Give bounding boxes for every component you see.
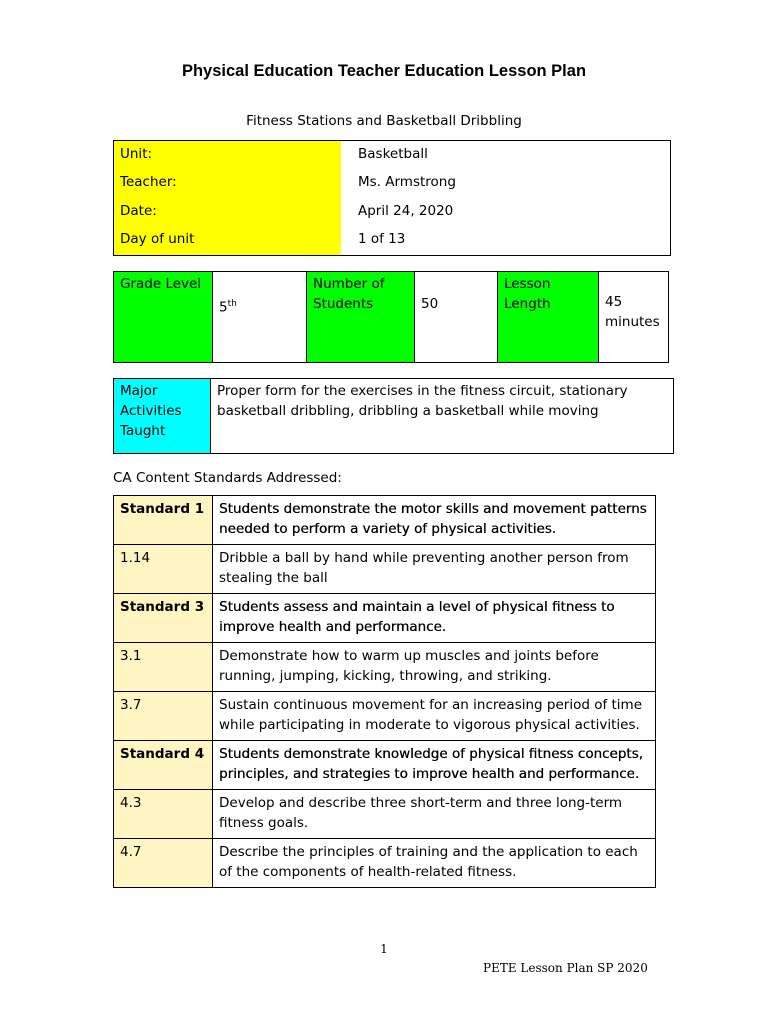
- lesson-subtitle: Fitness Stations and Basketball Dribbling: [246, 113, 522, 129]
- standard-code: Standard 3: [114, 594, 213, 643]
- unit-info-table: [113, 140, 671, 256]
- unit-value: Basketball: [358, 146, 428, 162]
- major-activities-label-line-1: Major: [120, 383, 158, 399]
- unit-label: Unit:: [120, 146, 153, 162]
- grade-level-value-cell: [213, 272, 307, 363]
- major-activities-label-cell: [114, 379, 211, 454]
- standard-row: [114, 741, 656, 790]
- footer-text: PETE Lesson Plan SP 2020: [483, 961, 648, 975]
- lesson-length-value-cell: [599, 272, 669, 363]
- day-of-unit-row: [114, 226, 670, 254]
- major-activities-table: [113, 378, 674, 454]
- grade-level-value: 5: [219, 299, 228, 316]
- lesson-length-label-cell: [498, 272, 599, 363]
- standard-code: 3.1: [114, 643, 213, 692]
- standard-description: Students demonstrate the motor skills and movement patterns needed to perform a variety of physical activities.: [213, 496, 656, 545]
- lesson-length-value: 45: [605, 294, 623, 310]
- major-activities-label-line-3: Taught: [120, 423, 166, 439]
- standard-code: 3.7: [114, 692, 213, 741]
- students-value: 50: [421, 296, 439, 312]
- grade-info-table: [113, 271, 669, 363]
- grade-level-suffix: th: [227, 299, 237, 309]
- grade-level-label-cell: [114, 272, 213, 363]
- page-number: 1: [380, 942, 388, 956]
- date-label: Date:: [120, 203, 157, 219]
- standards-caption: CA Content Standards Addressed:: [113, 470, 342, 486]
- teacher-row: [114, 169, 670, 197]
- major-activities-label-line-2: Activities: [120, 403, 182, 419]
- standard-code: Standard 1: [114, 496, 213, 545]
- date-row: [114, 198, 670, 226]
- standard-row: [114, 496, 656, 545]
- date-value: April 24, 2020: [358, 203, 454, 219]
- standard-description: Describe the principles of training and the application to each of the components of health-related fitness.: [213, 839, 656, 888]
- standard-row: [114, 692, 656, 741]
- standard-code: Standard 4: [114, 741, 213, 790]
- lesson-length-label-line-2: Length: [504, 296, 551, 312]
- grade-level-label: Grade Level: [120, 276, 202, 292]
- standard-code: 4.3: [114, 790, 213, 839]
- teacher-value: Ms. Armstrong: [358, 174, 456, 190]
- teacher-label: Teacher:: [120, 174, 177, 190]
- standard-row: [114, 594, 656, 643]
- standard-row: [114, 545, 656, 594]
- unit-row: [114, 141, 670, 169]
- standard-row: [114, 839, 656, 888]
- lesson-length-unit: minutes: [605, 314, 660, 330]
- standard-code: 4.7: [114, 839, 213, 888]
- standard-row: [114, 643, 656, 692]
- students-label-line-1: Number of: [313, 276, 385, 292]
- day-of-unit-value: 1 of 13: [358, 231, 406, 247]
- standard-description: Dribble a ball by hand while preventing another person from stealing the ball: [213, 545, 656, 594]
- standards-table: [113, 495, 656, 888]
- major-activities-text-cell: [211, 379, 674, 454]
- document-title: Physical Education Teacher Education Lesson Plan: [181, 62, 587, 80]
- standard-description: Sustain continuous movement for an increasing period of time while participating in moderate to vigorous physical activities.: [213, 692, 656, 741]
- standard-description: Students demonstrate knowledge of physical fitness concepts, principles, and strategies to improve health and performance.: [213, 741, 656, 790]
- students-value-cell: [415, 272, 498, 363]
- standard-description: Students assess and maintain a level of physical fitness to improve health and performance.: [213, 594, 656, 643]
- major-activities-text: Proper form for the exercises in the fitness circuit, stationary basketball dribbling, dribbling a basketball while moving: [217, 383, 628, 419]
- students-label-line-2: Students: [313, 296, 374, 312]
- standard-row: [114, 790, 656, 839]
- students-label-cell: [307, 272, 415, 363]
- day-of-unit-label: Day of unit: [120, 231, 195, 247]
- standard-description: Develop and describe three short-term and three long-term fitness goals.: [213, 790, 656, 839]
- standard-description: Demonstrate how to warm up muscles and joints before running, jumping, kicking, throwing, and striking.: [213, 643, 656, 692]
- standard-code: 1.14: [114, 545, 213, 594]
- lesson-length-label-line-1: Lesson: [504, 276, 551, 292]
